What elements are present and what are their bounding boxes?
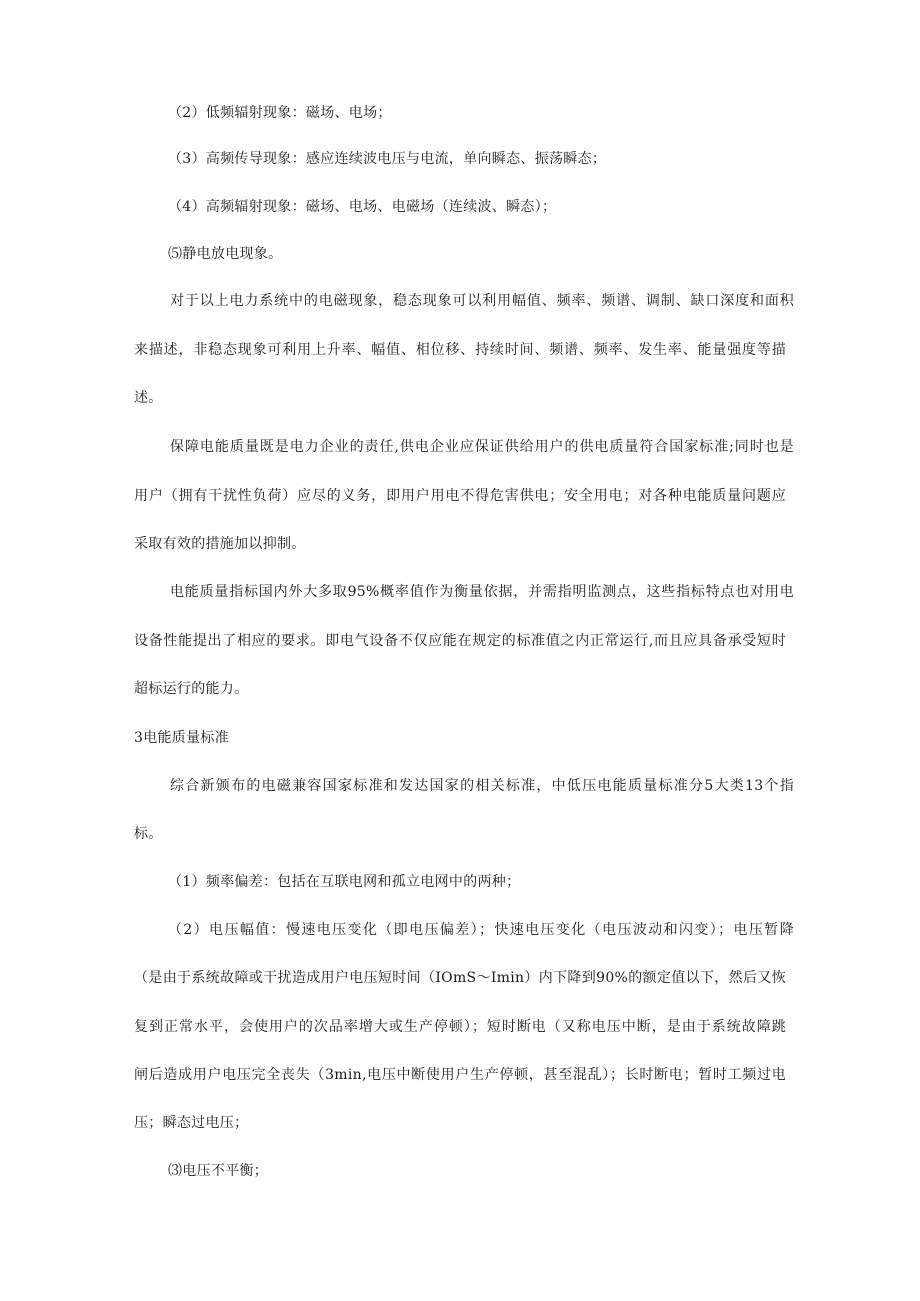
list-item-frequency-deviation: （1）频率偏差：包括在互联电网和孤立电网中的两种； (168, 874, 521, 890)
paragraph-line: 超标运行的能力。 (134, 681, 249, 697)
paragraph-line: 对于以上电力系统中的电磁现象，稳态现象可以利用幅值、频率、频谱、调制、缺口深度和面积 (170, 293, 794, 309)
list-item-high-freq-conduction: （3）高频传导现象：感应连续波电压与电流，单向瞬态、振荡瞬态； (168, 151, 607, 167)
list-item-low-freq-radiation: （2）低频辐射现象：磁场、电场； (168, 105, 392, 121)
list-item-high-freq-radiation: （4）高频辐射现象：磁场、电场、电磁场（连续波、瞬态）； (168, 199, 557, 215)
paragraph-line: 来描述，非稳态现象可利用上升率、幅值、相位移、持续时间、频谱、频率、发生率、能量强度等描 (134, 342, 786, 358)
paragraph-line: （是由于系统故障或干扰造成用户电压短时间（IOmS～Imin）内下降到90%的额定值以下，然后又恢 (134, 970, 786, 986)
paragraph-line: 闸后造成用户电压完全丧失（3min,电压中断使用户生产停顿，甚至混乱）；长时断电；暂时工频过电 (134, 1067, 786, 1083)
paragraph-line: 标。 (134, 826, 163, 842)
paragraph-line: 采取有效的措施加以抑制。 (134, 536, 306, 552)
section-heading: 3电能质量标准 (134, 730, 230, 746)
paragraph-line: 压；瞬态过电压； (134, 1115, 249, 1131)
paragraph-line: 设备性能提出了相应的要求。即电气设备不仅应能在规定的标准值之内正常运行,而且应具备承受短时 (134, 633, 786, 649)
paragraph-line: 述。 (134, 390, 163, 406)
paragraph-line: 复到正常水平，会使用户的次品率增大或生产停顿）；短时断电（又称电压中断，是由于系统故障跳 (134, 1019, 786, 1035)
paragraph-line: 电能质量指标国内外大多取95%概率值作为衡量依据，并需指明监测点，这些指标特点也对用电 (170, 584, 794, 600)
paragraph-line: 综合新颁布的电磁兼容国家标准和发达国家的相关标准，中低压电能质量标准分5大类13个指 (170, 778, 794, 794)
list-item-voltage-amplitude: （2）电压幅值：慢速电压变化（即电压偏差）；快速电压变化（电压波动和闪变）；电压暂降 (168, 922, 794, 938)
list-item-voltage-unbalance: ⑶电压不平衡； (168, 1163, 269, 1179)
list-item-esd: ⑸静电放电现象。 (168, 246, 283, 262)
paragraph-line: 保障电能质量既是电力企业的责任,供电企业应保证供给用户的供电质量符合国家标准;同时也是 (170, 439, 794, 455)
paragraph-line: 用户（拥有干扰性负荷）应尽的义务，即用户用电不得危害供电；安全用电；对各种电能质量问题应 (134, 488, 786, 504)
